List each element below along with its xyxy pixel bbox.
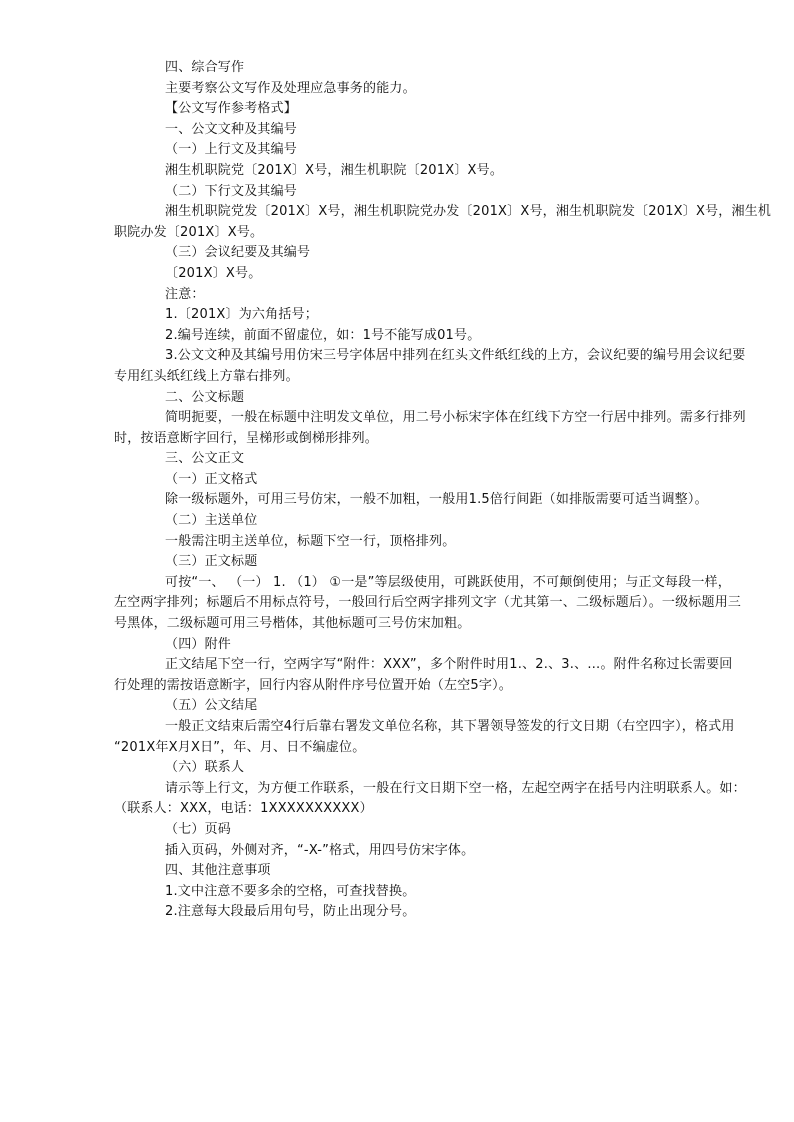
section-3-sub-3-text-line-2: 左空两字排列；标题后不用标点符号，一般回行后空两字排列文字（尤其第一、二级标题后）。一级标题用三 — [114, 595, 742, 611]
section-3-sub-4: （四）附件 — [165, 636, 232, 652]
section-3-sub-1-text: 除一级标题外，可用三号仿宋，一般不加粗，一般用1.5倍行间距（如排版需要可适当调整）。 — [165, 492, 708, 508]
intro-text: 主要考察公文写作及处理应急事务的能力。 — [165, 80, 416, 96]
section-3-sub-6-text-line-1: 请示等上行文，为方便工作联系，一般在行文日期下空一格，左起空两字在括号内注明联系人。如： — [165, 780, 746, 796]
section-3-sub-6-text-line-2: （联系人：XXX，电话：1XXXXXXXXXX） — [114, 801, 373, 817]
section-3-sub-3-text-line-3: 号黑体，二级标题可用三号楷体，其他标题可三号仿宋加粗。 — [114, 616, 471, 632]
section-4-item-2: 2.注意每大段最后用句号，防止出现分号。 — [165, 904, 416, 920]
section-3-sub-5-text-line-2: “201X年X月X日”，年、月、日不编虚位。 — [114, 739, 366, 755]
section-3-sub-3-text-line-1: 可按“一、 （一） 1. （1） ①一是”等层级使用，可跳跃使用，不可颠倒使用；与正文每段一样， — [165, 574, 731, 590]
section-1-sub-3-text: 〔201X〕X号。 — [165, 265, 262, 281]
section-1-sub-1-text: 湘生机职院党〔201X〕X号，湘生机职院〔201X〕X号。 — [165, 162, 504, 178]
note-item-3-line-1: 3.公文文种及其编号用仿宋三号字体居中排列在红头文件纸红线的上方，会议纪要的编号用会议纪要 — [165, 348, 746, 364]
section-3-sub-5-text-line-1: 一般正文结束后需空4行后靠右署发文单位名称，其下署领导签发的行文日期（右空四字），格式用 — [165, 719, 735, 734]
section-4-title: 四、其他注意事项 — [165, 863, 271, 879]
note-item-3-line-2: 专用红头纸红线上方靠右排列。 — [114, 368, 299, 384]
section-2-text-line-2: 时，按语意断字回行，呈梯形或倒梯形排列。 — [114, 430, 379, 446]
section-3-title: 三、公文正文 — [165, 451, 245, 467]
section-1-sub-2-text-line-2: 职院办发〔201X〕X号。 — [114, 224, 264, 240]
section-3-sub-5: （五）公文结尾 — [165, 698, 258, 714]
section-3-sub-2-text: 一般需注明主送单位，标题下空一行，顶格排列。 — [165, 533, 456, 549]
section-1-sub-1: （一）上行文及其编号 — [165, 142, 298, 158]
section-3-sub-6: （六）联系人 — [165, 760, 245, 776]
section-3-sub-1: （一）正文格式 — [165, 471, 258, 487]
section-2-title: 二、公文标题 — [165, 389, 245, 405]
note-title: 注意： — [165, 286, 205, 302]
section-3-sub-4-text-line-1: 正文结尾下空一行，空两字写“附件：XXX”，多个附件时用1.、2.、3.、…。附件名称过长需要回 — [165, 657, 733, 673]
note-item-2: 2.编号连续，前面不留虚位，如：1号不能写成01号。 — [165, 327, 481, 343]
document-body — [114, 58, 782, 923]
section-3-sub-7: （七）页码 — [165, 821, 232, 837]
section-3-sub-4-text-line-2: 行处理的需按语意断字，回行内容从附件序号位置开始（左空5字）。 — [114, 677, 512, 693]
format-title: 【公文写作参考格式】 — [165, 101, 298, 117]
note-item-1: 1.〔201X〕为六角括号； — [165, 307, 318, 323]
section-2-text-line-1: 简明扼要，一般在标题中注明发文单位，用二号小标宋字体在红线下方空一行居中排列。需多行排列 — [165, 410, 746, 426]
section-3-sub-2: （二）主送单位 — [165, 513, 258, 529]
section-3-sub-7-text: 插入页码，外侧对齐，“-X-”格式，用四号仿宋字体。 — [165, 842, 475, 858]
section-4-item-1: 1.文中注意不要多余的空格，可查找替换。 — [165, 883, 416, 899]
section-1-sub-3: （三）会议纪要及其编号 — [165, 245, 311, 261]
section-1-sub-2-text-line-1: 湘生机职院党发〔201X〕X号，湘生机职院党办发〔201X〕X号，湘生机职院发〔201X〕X号，湘生机 — [165, 204, 772, 220]
section-1-title: 一、公文文种及其编号 — [165, 121, 298, 137]
section-1-sub-2: （二）下行文及其编号 — [165, 183, 298, 199]
section-heading-four: 四、综合写作 — [165, 60, 245, 75]
section-3-sub-3: （三）正文标题 — [165, 554, 258, 570]
